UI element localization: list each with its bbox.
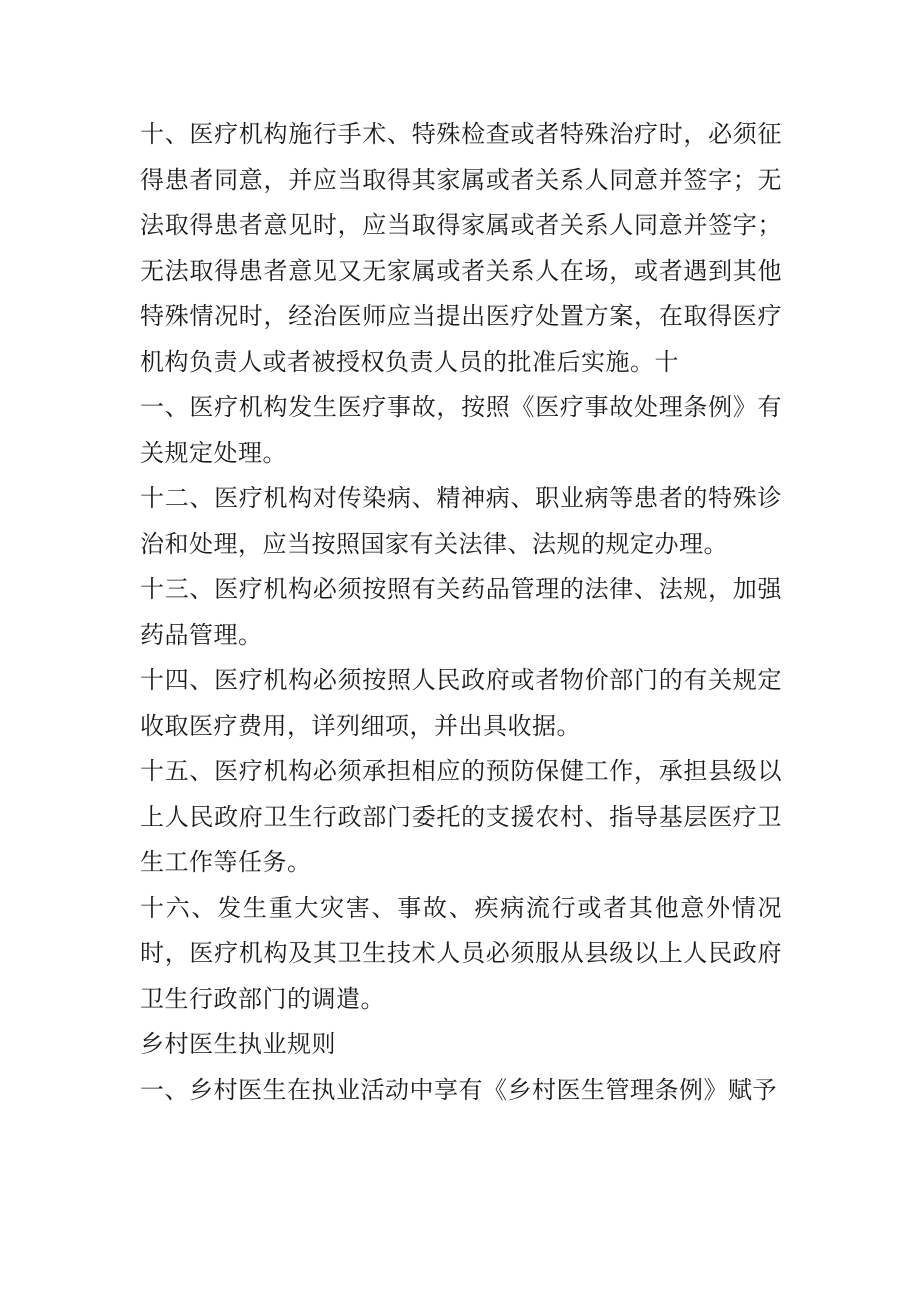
section-heading: 乡村医生执业规则 [140, 1030, 336, 1058]
paragraph-item-14: 十四、医疗机构必须按照人民政府或者物价部门的有关规定收取医疗费用，详列细项，并出具收据。 [140, 666, 782, 740]
paragraph-item-16: 十六、发生重大灾害、事故、疾病流行或者其他意外情况时，医疗机构及其卫生技术人员必须服从县级以上人民政府卫生行政部门的调遣。 [140, 893, 782, 1013]
paragraph-item-10: 十、医疗机构施行手术、特殊检查或者特殊治疗时，必须征得患者同意，并应当取得其家属或者关系人同意并签字；无法取得患者意见时，应当取得家属或者关系人同意并签字；无法取得患者意见又无家属或者关系人在场，或者遇到其他特殊情况时，经治医师应当提出医疗处置方案，在取得医疗机构负责人或者被授权负责人员的批准后实施。十 [140, 120, 782, 376]
document-body [140, 112, 782, 1113]
paragraph-item-15: 十五、医疗机构必须承担相应的预防保健工作，承担县级以上人民政府卫生行政部门委托的支援农村、指导基层医疗卫生工作等任务。 [140, 757, 782, 876]
paragraph-item-12: 十二、医疗机构对传染病、精神病、职业病等患者的特殊诊治和处理，应当按照国家有关法律、法规的规定办理。 [140, 484, 782, 558]
paragraph-item-11: 一、医疗机构发生医疗事故，按照《医疗事故处理条例》有关规定处理。 [140, 393, 782, 467]
paragraph-item-1: 一、乡村医生在执业活动中享有《乡村医生管理条例》赋予 [140, 1075, 777, 1104]
paragraph-item-13: 十三、医疗机构必须按照有关药品管理的法律、法规，加强药品管理。 [140, 575, 782, 649]
